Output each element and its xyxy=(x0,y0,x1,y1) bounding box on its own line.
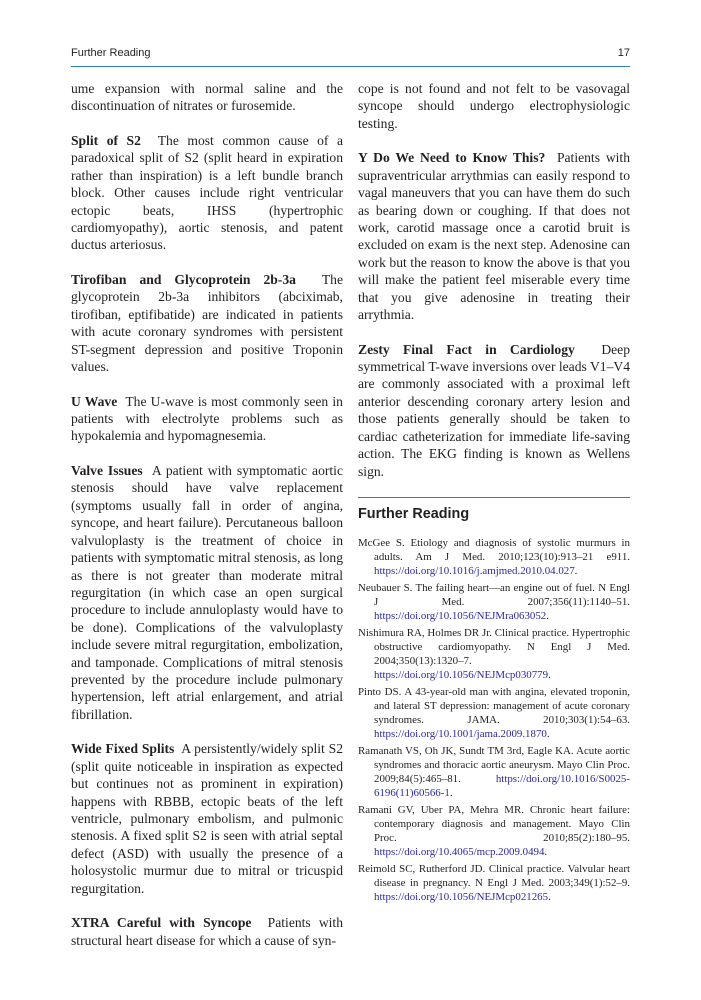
paragraph-split-of-s2 xyxy=(71,132,343,254)
paragraph-syncope xyxy=(71,914,343,949)
doi-link[interactable]: https://doi.org/10.1016/j.amjmed.2010.04.027 xyxy=(374,565,575,578)
paragraph-body: ume expansion with normal saline and the discontinuation of nitrates or furosemide. xyxy=(71,81,343,114)
reference-text: Nishimura RA, Holmes DR Jr. Clinical practice. Hypertrophic obstructive cardiomyopathy. N Engl J Med. 2004;350(13):1320–7. xyxy=(358,626,630,668)
paragraph-term: Wide Fixed Splits xyxy=(71,741,175,757)
paragraph-term: Tirofiban and Glycoprotein 2b-3a xyxy=(71,272,296,288)
reference-text: Reimold SC, Rutherford JD. Clinical practice. Valvular heart disease in pregnancy. N Engl J Med. 2003;349(1):52–9. xyxy=(358,862,630,889)
header-rule xyxy=(71,66,630,67)
paragraph-term: Valve Issues xyxy=(71,463,143,479)
reference-item: Ramanath VS, Oh JK, Sundt TM 3rd, Eagle KA. Acute aortic syndromes and thoracic aortic aneurysm. Mayo Clin Proc. 2009;84(5):465–81. https://doi.org/10.1016/S0025-6196(11)60566-1. xyxy=(358,744,630,800)
paragraph-body: A persistently/widely split S2 (split quite noticeable in inspiration as expected but continues not as prominent in expiration) happens with RBBB, ectopic beats of the left ventricle, pulmonary embolism, and pulmonic stenosis. A fixed split S2 is seen with atrial septal defect (ASD) with usually the presence of a holosystolic murmur due to mitral or tricuspid regurgitation. xyxy=(71,741,344,896)
reference-item: Reimold SC, Rutherford JD. Clinical practice. Valvular heart disease in pregnancy. N Engl J Med. 2003;349(1):52–9. https://doi.org/10.1056/NEJMcp021265. xyxy=(358,862,630,903)
paragraph-body: Deep symmetrical T-wave inversions over leads V1–V4 are commonly associated with a proximal left anterior descending coronary artery lesion and those patients generally should be taken to cardiac catheterization for immediate life-saving action. The EKG finding is known as Wellens sign. xyxy=(358,341,630,479)
reference-item: Ramani GV, Uber PA, Mehra MR. Chronic heart failure: contemporary diagnosis and management. Mayo Clin Proc. 2010;85(2):180–95. https://doi.org/10.4065/mcp.2009.0494. xyxy=(358,803,630,859)
right-column xyxy=(358,80,630,907)
paragraph-body: A patient with symptomatic aortic stenosis should have valve replacement (symptoms usually fall in order of angina, syncope, and heart failure). Percutaneous balloon valvuloplasty is the treatment of choice in patients with symptomatic mitral stenosis, as long as there is not greater than moderate mitral regurgitation (in which case an open surgical procedure to include annuloplasty would have to be done). Complications of the valvuloplasty include severe mitral regurgitation, embolization, and tamponade. Complications of mitral stenosis prevented by the procedure include pulmonary hypertension, left atrial enlargement, and atrial fibrillation. xyxy=(71,463,343,722)
paragraph-body: The U-wave is most commonly seen in patients with electrolyte problems such as hypokalemia and hypomagnesemia. xyxy=(71,393,343,444)
paragraph-zesty-fact xyxy=(358,341,630,480)
paragraph-term: XTRA Careful with Syncope xyxy=(71,915,252,931)
section-title: Further Reading xyxy=(358,506,470,523)
reference-text: Ramanath VS, Oh JK, Sundt TM 3rd, Eagle KA. Acute aortic syndromes and thoracic aortic aneurysm. Mayo Clin Proc. 2009;84(5):465–81. xyxy=(358,744,630,785)
paragraph-body: Patients with supraventricular arrythmias can easily respond to vagal maneuvers that you can have them do such as bearing down or coughing. If that does not work, carotid massage once a carotid bruit is excluded on exam is the next step. Adenosine can work but the reason to know the above is that you will make the patient feel miserable every time that you give adenosine in treating their arrythmia. xyxy=(358,150,630,323)
paragraph-term: Split of S2 xyxy=(71,133,141,148)
reference-item: Pinto DS. A 43-year-old man with angina, elevated troponin, and lateral ST depression: management of acute coronary syndromes. JAMA. 2010;303(1):54–63. https://doi.org/10.1001/jama.2009.1870. xyxy=(358,685,630,741)
doi-link[interactable]: https://doi.org/10.4065/mcp.2009.0494 xyxy=(374,846,545,859)
reference-text: Ramani GV, Uber PA, Mehra MR. Chronic heart failure: contemporary diagnosis and management. Mayo Clin Proc. 2010;85(2):180–95. xyxy=(358,803,630,844)
paragraph-tirofiban xyxy=(71,271,343,375)
paragraph-body: The most common cause of a paradoxical split of S2 (split heard in expiration rather than inspiration) is a left bundle branch block. Other causes include right ventricular ectopic beats, IHSS (hypertrophic cardiomyopathy), aortic stenosis, and patent ductus arteriosus. xyxy=(71,133,343,253)
reference-item: Neubauer S. The failing heart—an engine out of fuel. N Engl J Med. 2007;356(11):1140–51. https://doi.org/10.1056/NEJMra063052. xyxy=(358,581,630,623)
paragraph-valve-issues xyxy=(71,462,343,723)
page-number: 17 xyxy=(617,47,630,59)
doi-link[interactable]: https://doi.org/10.1056/NEJMcp030779 xyxy=(374,669,549,682)
doi-link[interactable]: https://doi.org/10.1056/NEJMcp021265 xyxy=(374,890,549,903)
reference-item: Nishimura RA, Holmes DR Jr. Clinical practice. Hypertrophic obstructive cardiomyopathy. N Engl J Med. 2004;350(13):1320–7. https://doi.org/10.1056/NEJMcp030779. xyxy=(358,626,630,682)
reference-text: Pinto DS. A 43-year-old man with angina, elevated troponin, and lateral ST depression: management of acute coronary syndromes. JAMA. 2010;303(1):54–63. xyxy=(358,685,630,726)
paragraph-continuation xyxy=(71,80,343,115)
reference-text: Neubauer S. The failing heart—an engine out of fuel. N Engl J Med. 2007;356(11):1140–51. xyxy=(358,581,630,609)
left-column xyxy=(71,80,343,966)
reference-list xyxy=(358,536,630,904)
paragraph-term: U Wave xyxy=(71,393,118,409)
reference-text: McGee S. Etiology and diagnosis of systolic murmurs in adults. Am J Med. 2010;123(10):913–21 e911. xyxy=(358,537,630,564)
paragraph-wide-fixed-splits xyxy=(71,740,343,897)
section-rule xyxy=(358,497,630,498)
paragraph-term: Y Do We Need to Know This? xyxy=(358,150,546,166)
paragraph-body: cope is not found and not felt to be vasovagal syncope should undergo electrophysiologic testing. xyxy=(358,81,630,131)
paragraph-continuation xyxy=(358,80,630,132)
paragraph-u-wave xyxy=(71,393,343,445)
paragraph-body: Patients with structural heart disease for which a cause of syn- xyxy=(71,915,343,948)
doi-link[interactable]: https://doi.org/10.1016/S0025-6196(11)60566-1 xyxy=(374,772,630,800)
doi-link[interactable]: https://doi.org/10.1056/NEJMra063052 xyxy=(374,610,547,623)
doi-link[interactable]: https://doi.org/10.1001/jama.2009.1870 xyxy=(374,728,547,741)
paragraph-why-know xyxy=(358,149,630,323)
reference-item: McGee S. Etiology and diagnosis of systolic murmurs in adults. Am J Med. 2010;123(10):913–21 e911. https://doi.org/10.1016/j.amjmed.2010.04.027. xyxy=(358,537,630,578)
paragraph-term: Zesty Final Fact in Cardiology xyxy=(358,341,575,357)
paragraph-body: The glycoprotein 2b-3a inhibitors (abciximab, tirofiban, eptifibatide) are indicated in patients with acute coronary syndromes with persistent ST-segment depression and positive Troponin values. xyxy=(71,272,343,375)
running-title: Further Reading xyxy=(71,47,151,59)
